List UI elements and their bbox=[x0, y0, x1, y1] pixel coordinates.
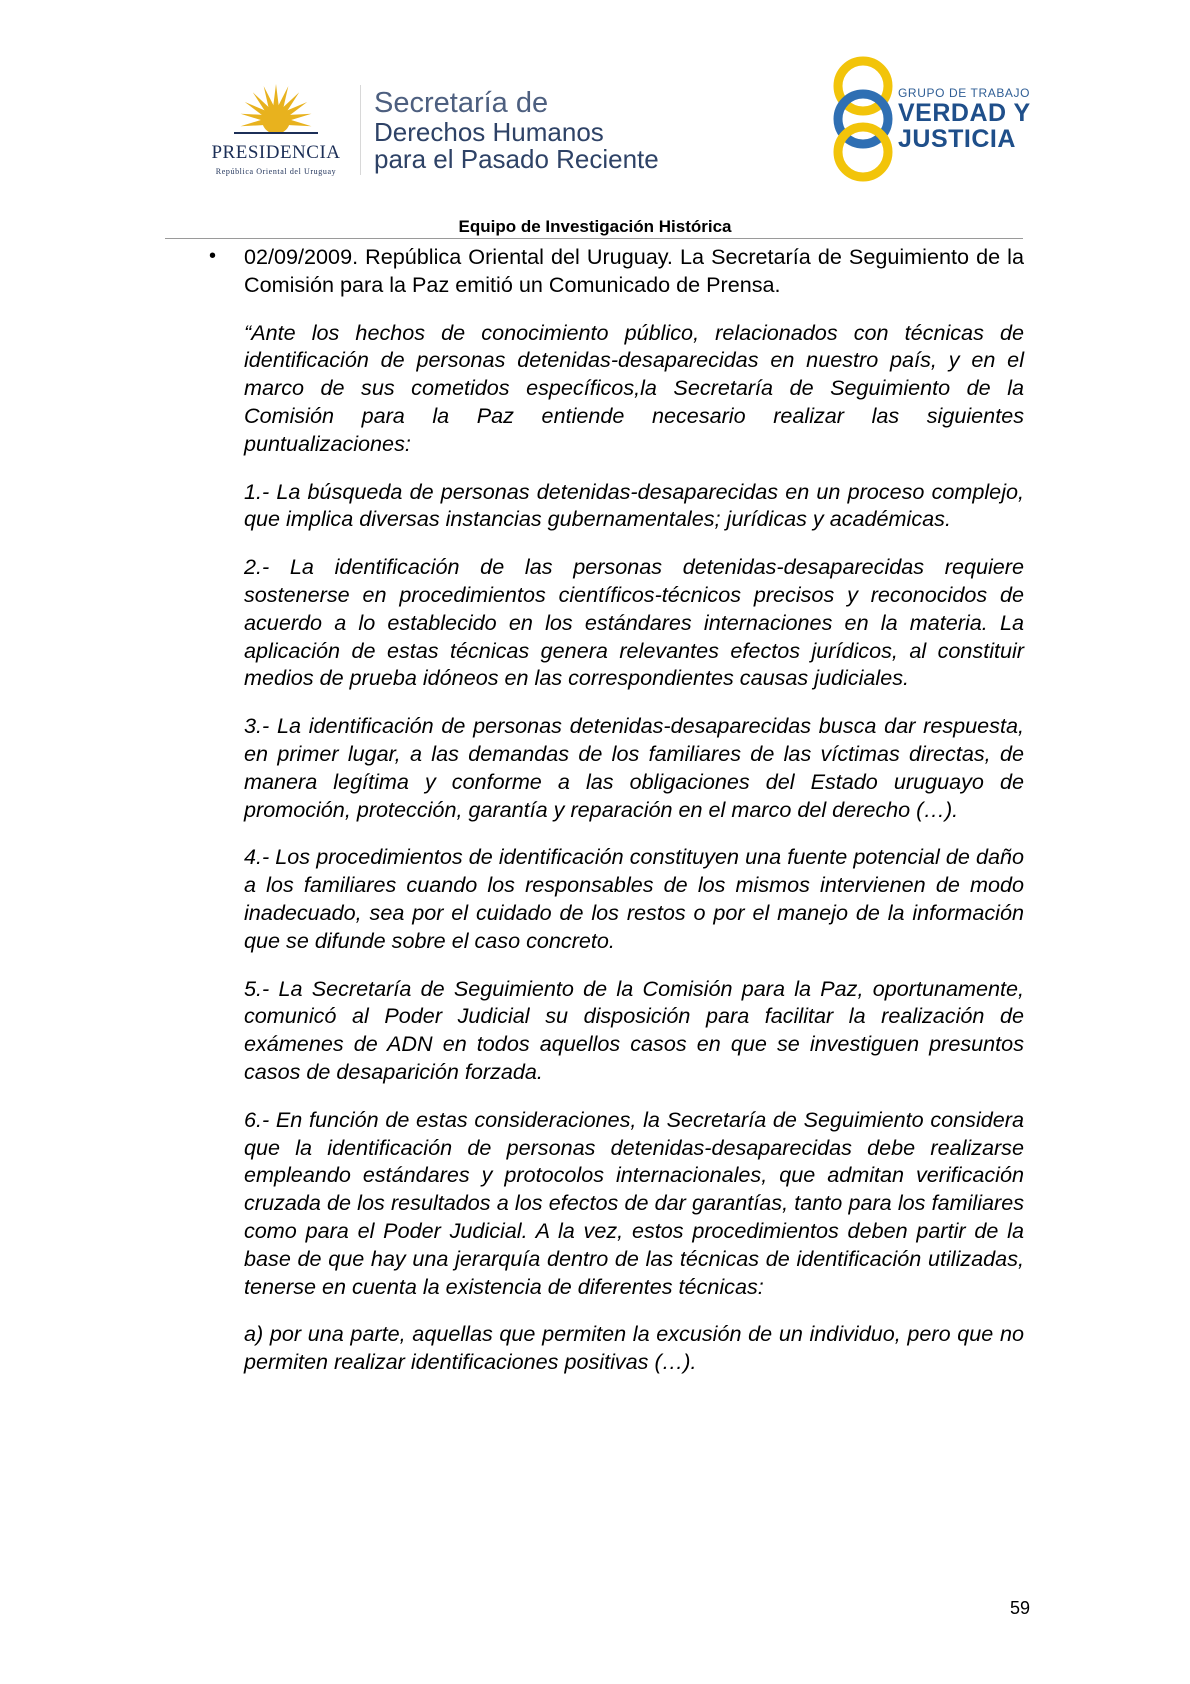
paragraph-point-6: 6.- En función de estas consideraciones, la Secretaría de Seguimiento considera que la identificación de personas detenidas-desaparecidas debe realizarse empleando estándares y protocolos internacionales, que admitan verificación cruzada de los resultados a los efectos de dar garantías, tanto para los familiares como para el Poder Judicial. A la vez, estos procedimientos deben partir de la base de que hay una jerarquía dentro de las técnicas de identificación utilizadas, tenerse en cuenta la existencia de diferentes técnicas: bbox=[244, 1106, 1024, 1299]
paragraph-point-1: 1.- La búsqueda de personas detenidas-desaparecidas en un proceso complejo, que implica diversas instancias gubernamentales; jurídicas y académicas. bbox=[244, 478, 1024, 532]
secretaria-line-1: Secretaría de bbox=[374, 87, 549, 119]
logo-divider bbox=[360, 85, 361, 175]
secretaria-line-2: Derechos Humanos bbox=[374, 117, 604, 147]
team-title: Equipo de Investigación Histórica bbox=[458, 217, 732, 236]
verdad-justicia-logo-text bbox=[898, 86, 1058, 152]
paragraph-point-4: 4.- Los procedimientos de identificación constituyen una fuente potencial de daño a los familiares cuando los responsables de los mismos intervienen de modo inadecuado, sea por el cuidado de los restos o por el manejo de la información que se difunde sobre el caso concreto. bbox=[244, 844, 1024, 953]
bullet-marker: • bbox=[209, 245, 217, 267]
paragraph-point-3: 3.- La identificación de personas detenidas-desaparecidas busca dar respuesta, en primer lugar, a las demandas de los familiares de las víctimas directas, de manera legítima y conforme a las obligaciones del Estado uruguayo de promoción, protección, garantía y reparación en el marco del derecho (…). bbox=[244, 713, 1024, 822]
presidencia-logo bbox=[196, 80, 356, 180]
header-rule bbox=[165, 238, 1023, 239]
presidencia-subtitle: República Oriental del Uruguay bbox=[215, 167, 337, 176]
secretaria-line-3: para el Pasado Reciente bbox=[374, 144, 659, 174]
page-header bbox=[0, 0, 1190, 236]
verdad-justicia-rings-icon bbox=[820, 55, 906, 183]
paragraph-point-a: a) por una parte, aquellas que permiten la excusión de un individuo, pero que no permiten realizar identificaciones positivas (…). bbox=[244, 1321, 1024, 1375]
grupo-line-1: GRUPO DE TRABAJO bbox=[898, 86, 1031, 100]
grupo-line-3: JUSTICIA bbox=[898, 125, 1016, 153]
presidencia-title: PRESIDENCIA bbox=[211, 142, 341, 163]
document-body bbox=[209, 243, 1024, 1396]
paragraph-point-5: 5.- La Secretaría de Seguimiento de la Comisión para la Paz, oportunamente, comunicó al Poder Judicial su disposición para facilitar la realización de exámenes de ADN en todos aquellos casos en que se investiguen presuntos casos de desaparición forzada. bbox=[244, 975, 1024, 1084]
sun-icon bbox=[234, 80, 318, 140]
grupo-line-2: VERDAD Y bbox=[898, 99, 1031, 127]
paragraph-quote-opening: “Ante los hechos de conocimiento público, relacionados con técnicas de identificación de personas detenidas-desaparecidas en nuestro país, y en el marco de sus cometidos específicos,la Secretaría de Seguimiento de la Comisión para la Paz entiende necesario realizar las siguientes puntualizaciones: bbox=[244, 319, 1024, 456]
paragraph-intro: 02/09/2009. República Oriental del Uruguay. La Secretaría de Seguimiento de la Comisión para la Paz emitió un Comunicado de Prensa. bbox=[244, 244, 1024, 297]
paragraph-point-2: 2.- La identificación de las personas detenidas-desaparecidas requiere sostenerse en procedimientos científicos-técnicos precisos y reconocidos de acuerdo a lo establecido en los estándares internaciones en la materia. La aplicación de estas técnicas genera relevantes efectos jurídicos, al constituir medios de prueba idóneos en las correspondientes causas judiciales. bbox=[244, 554, 1024, 691]
secretaria-logo-text bbox=[374, 88, 734, 173]
page-number: 59 bbox=[1009, 1598, 1030, 1618]
